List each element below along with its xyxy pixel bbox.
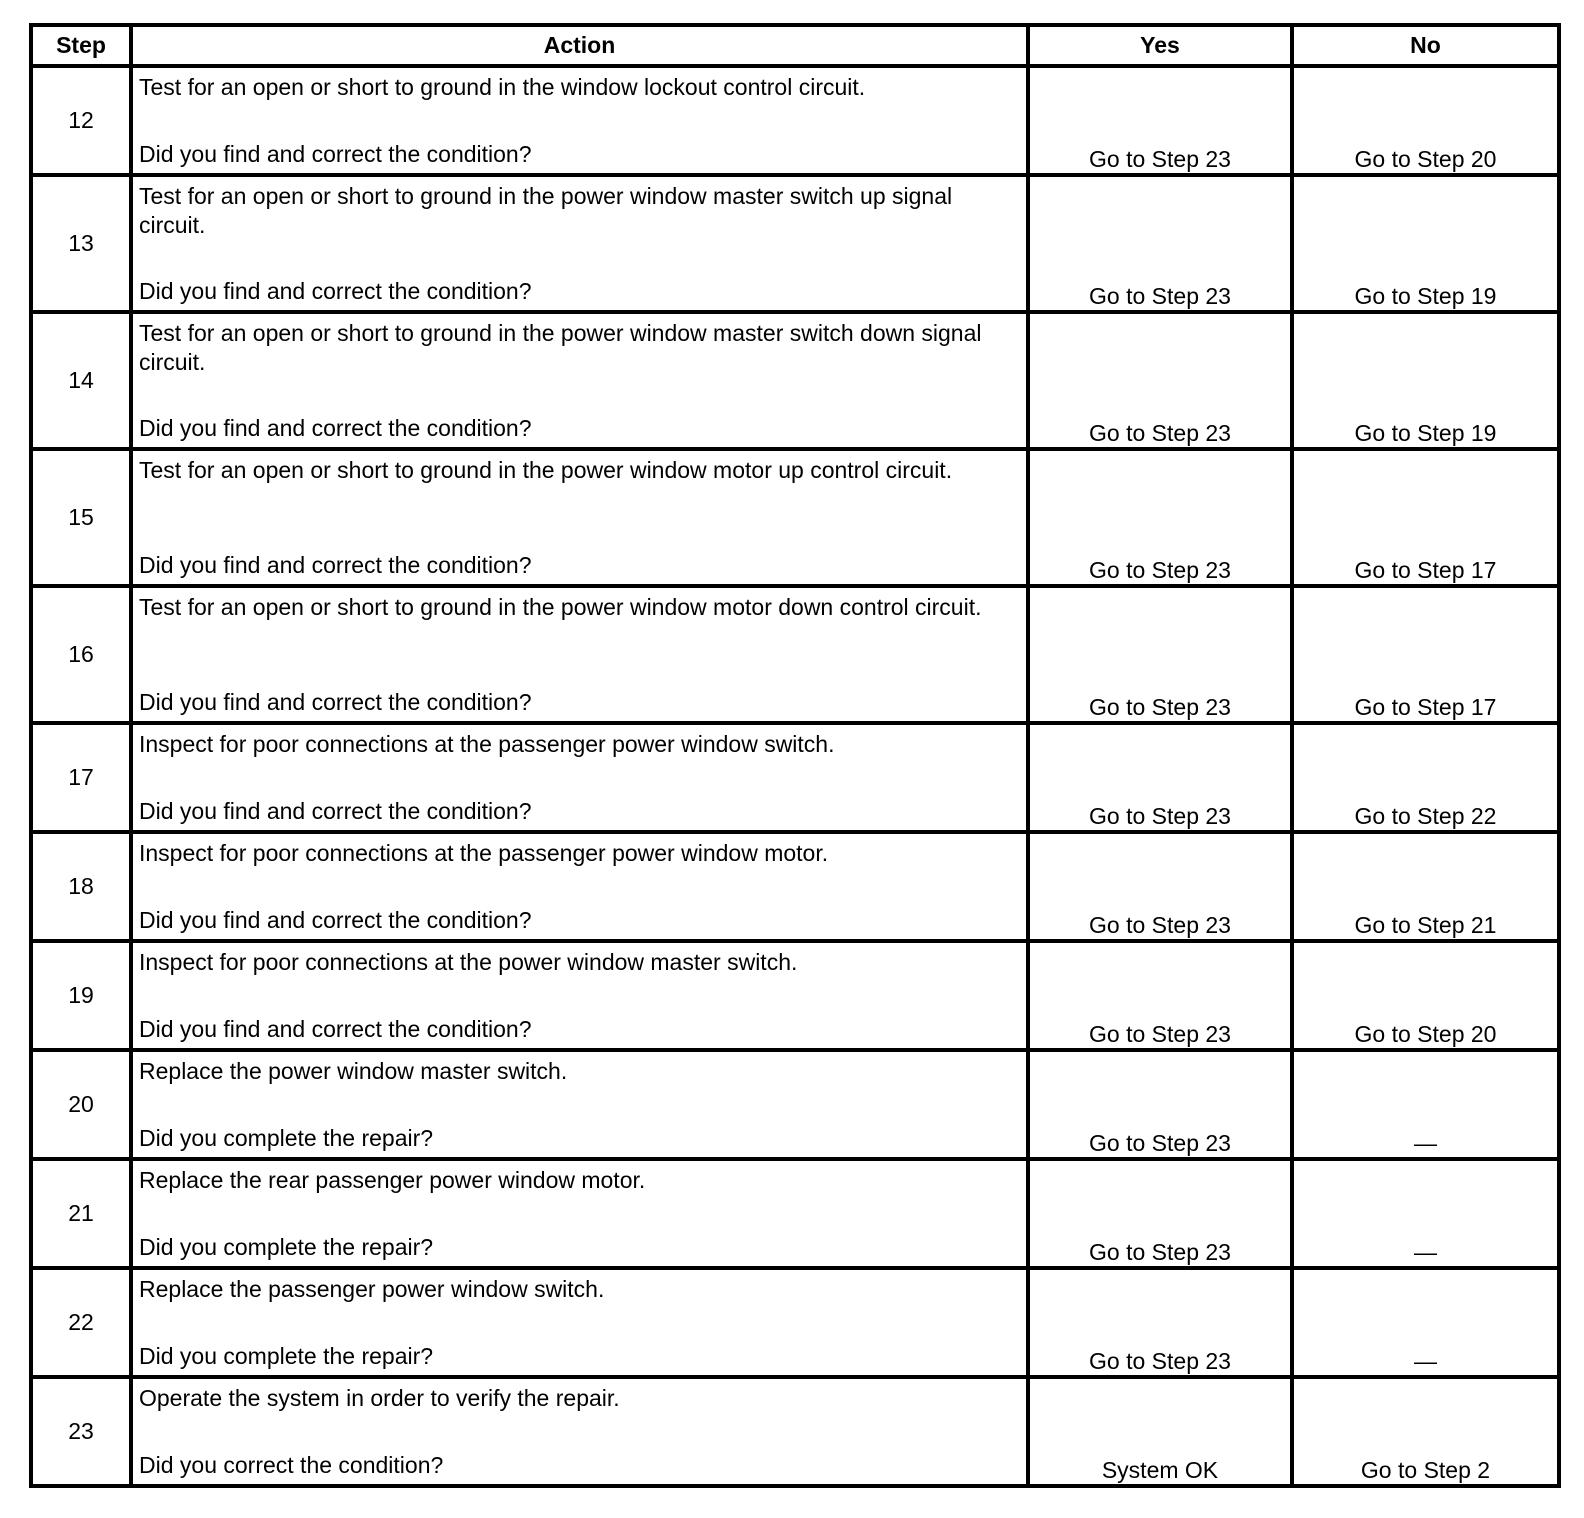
step-number: 13 xyxy=(31,175,131,312)
yes-result: Go to Step 23 xyxy=(1028,723,1292,832)
no-result: Go to Step 20 xyxy=(1292,66,1559,175)
action-question: Did you find and correct the condition? xyxy=(139,907,532,933)
header-no: No xyxy=(1292,25,1559,66)
action-question: Did you find and correct the condition? xyxy=(139,552,532,578)
yes-result: System OK xyxy=(1028,1377,1292,1486)
yes-result: Go to Step 23 xyxy=(1028,941,1292,1050)
table-row xyxy=(31,312,1559,449)
no-result: Go to Step 19 xyxy=(1292,175,1559,312)
no-result: Go to Step 22 xyxy=(1292,723,1559,832)
step-number: 23 xyxy=(31,1377,131,1486)
table-row xyxy=(31,832,1559,941)
table-row xyxy=(31,941,1559,1050)
table-row xyxy=(31,1268,1559,1377)
action-question: Did you find and correct the condition? xyxy=(139,798,532,824)
action-cell xyxy=(131,941,1028,1050)
yes-result: Go to Step 23 xyxy=(1028,1268,1292,1377)
no-result: Go to Step 20 xyxy=(1292,941,1559,1050)
action-text: Test for an open or short to ground in the power window master switch down signal circuit. xyxy=(139,320,982,375)
action-text: Replace the passenger power window switch. xyxy=(139,1276,605,1302)
action-cell xyxy=(131,1159,1028,1268)
action-cell xyxy=(131,175,1028,312)
step-number: 12 xyxy=(31,66,131,175)
yes-result: Go to Step 23 xyxy=(1028,832,1292,941)
step-number: 14 xyxy=(31,312,131,449)
yes-result: Go to Step 23 xyxy=(1028,1050,1292,1159)
yes-result: Go to Step 23 xyxy=(1028,312,1292,449)
action-question: Did you correct the condition? xyxy=(139,1452,444,1478)
action-text: Inspect for poor connections at the passenger power window switch. xyxy=(139,731,835,757)
no-result: Go to Step 19 xyxy=(1292,312,1559,449)
action-text: Inspect for poor connections at the passenger power window motor. xyxy=(139,840,829,866)
action-question: Did you find and correct the condition? xyxy=(139,415,532,441)
step-number: 15 xyxy=(31,449,131,586)
action-question: Did you find and correct the condition? xyxy=(139,278,532,304)
action-text: Test for an open or short to ground in the window lockout control circuit. xyxy=(139,74,866,100)
action-text: Test for an open or short to ground in the power window motor up control circuit. xyxy=(139,457,953,483)
no-result: — xyxy=(1292,1159,1559,1268)
table-row xyxy=(31,1050,1559,1159)
action-question: Did you complete the repair? xyxy=(139,1234,434,1260)
table-row xyxy=(31,723,1559,832)
yes-result: Go to Step 23 xyxy=(1028,1159,1292,1268)
step-number: 20 xyxy=(31,1050,131,1159)
table-row xyxy=(31,175,1559,312)
yes-result: Go to Step 23 xyxy=(1028,66,1292,175)
step-number: 19 xyxy=(31,941,131,1050)
step-number: 16 xyxy=(31,586,131,723)
no-result: Go to Step 21 xyxy=(1292,832,1559,941)
table-row xyxy=(31,66,1559,175)
action-question: Did you complete the repair? xyxy=(139,1343,434,1369)
yes-result: Go to Step 23 xyxy=(1028,449,1292,586)
no-result: Go to Step 17 xyxy=(1292,586,1559,723)
action-question: Did you complete the repair? xyxy=(139,1125,434,1151)
step-number: 17 xyxy=(31,723,131,832)
action-cell xyxy=(131,66,1028,175)
diagnostic-table xyxy=(29,23,1561,1488)
action-cell xyxy=(131,586,1028,723)
no-result: Go to Step 2 xyxy=(1292,1377,1559,1486)
step-number: 22 xyxy=(31,1268,131,1377)
action-text: Inspect for poor connections at the power window master switch. xyxy=(139,949,798,975)
yes-result: Go to Step 23 xyxy=(1028,586,1292,723)
step-number: 21 xyxy=(31,1159,131,1268)
action-question: Did you find and correct the condition? xyxy=(139,689,532,715)
action-text: Replace the power window master switch. xyxy=(139,1058,568,1084)
table-row xyxy=(31,586,1559,723)
no-result: Go to Step 17 xyxy=(1292,449,1559,586)
header-step: Step xyxy=(31,25,131,66)
action-cell xyxy=(131,449,1028,586)
action-question: Did you find and correct the condition? xyxy=(139,1016,532,1042)
step-number: 18 xyxy=(31,832,131,941)
action-text: Replace the rear passenger power window motor. xyxy=(139,1167,646,1193)
table-row xyxy=(31,1377,1559,1486)
table-row xyxy=(31,1159,1559,1268)
action-cell xyxy=(131,832,1028,941)
action-cell xyxy=(131,1050,1028,1159)
table-row xyxy=(31,449,1559,586)
action-cell xyxy=(131,1377,1028,1486)
header-yes: Yes xyxy=(1028,25,1292,66)
action-text: Operate the system in order to verify the repair. xyxy=(139,1385,620,1411)
yes-result: Go to Step 23 xyxy=(1028,175,1292,312)
action-text: Test for an open or short to ground in the power window motor down control circuit. xyxy=(139,594,982,620)
header-action: Action xyxy=(131,25,1028,66)
action-cell xyxy=(131,723,1028,832)
action-question: Did you find and correct the condition? xyxy=(139,141,532,167)
action-cell xyxy=(131,1268,1028,1377)
no-result: — xyxy=(1292,1268,1559,1377)
action-text: Test for an open or short to ground in the power window master switch up signal circuit. xyxy=(139,183,953,238)
no-result: — xyxy=(1292,1050,1559,1159)
action-cell xyxy=(131,312,1028,449)
header-row xyxy=(31,25,1559,66)
table-body xyxy=(31,66,1559,1486)
